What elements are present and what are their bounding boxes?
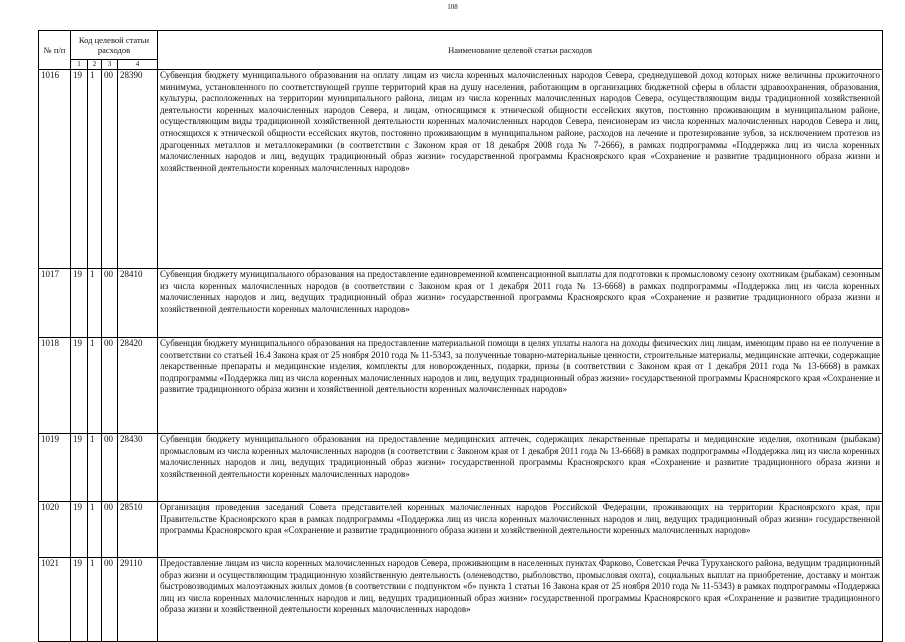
code-part-1: 19 xyxy=(71,558,88,642)
code-part-2: 1 xyxy=(88,502,102,558)
row-number: 1019 xyxy=(39,434,71,502)
header-name: Наименование целевой статьи расходов xyxy=(158,31,883,70)
header-code: Код целевой статьи расходов xyxy=(71,31,158,60)
subheader-cell: 3 xyxy=(102,60,118,70)
row-number: 1016 xyxy=(39,70,71,269)
code-part-3: 00 xyxy=(102,558,118,642)
code-part-3: 00 xyxy=(102,434,118,502)
page-number: 108 xyxy=(447,3,458,11)
table-row xyxy=(39,338,883,434)
code-part-4: 28410 xyxy=(118,269,158,338)
code-part-1: 19 xyxy=(71,269,88,338)
row-number: 1021 xyxy=(39,558,71,642)
code-part-4: 28430 xyxy=(118,434,158,502)
subheader-cell: 4 xyxy=(118,60,158,70)
code-part-3: 00 xyxy=(102,269,118,338)
table-row xyxy=(39,502,883,558)
row-number: 1017 xyxy=(39,269,71,338)
row-number: 1020 xyxy=(39,502,71,558)
code-part-3: 00 xyxy=(102,70,118,269)
code-part-1: 19 xyxy=(71,70,88,269)
code-part-1: 19 xyxy=(71,338,88,434)
code-part-2: 1 xyxy=(88,434,102,502)
table-row xyxy=(39,269,883,338)
header-num: № п/п xyxy=(39,31,71,70)
code-part-1: 19 xyxy=(71,434,88,502)
row-description: Субвенция бюджету муниципального образования на предоставление единовременной компенсационной выплаты для подготовки к промысловому сезону охотникам (рыбакам) сезонным из числа коренных малочисленных народов (в соответствии с Законом края от 1 декабря 2011 года № 13-6668) в рамках подпрограммы «Поддержка лиц из числа коренных малочисленных народов и лиц, ведущих традиционный образ жизни» государственной программы Красноярского края «Сохранение и развитие традиционного образа жизни и хозяйственной деятельности коренных малочисленных народов» xyxy=(158,269,883,338)
table-row xyxy=(39,434,883,502)
row-description: Субвенция бюджету муниципального образования на предоставление медицинских аптечек, содержащих лекарственные препараты и медицинские изделия, охотникам (рыбакам) промысловым из числа коренных малочисленных народов (в соответствии с Законом края от 1 декабря 2011 года № 13-6668) в рамках подпрограммы «Поддержка лиц из числа коренных малочисленных народов и лиц, ведущих традиционный образ жизни» государственной программы Красноярского края «Сохранение и развитие традиционного образа жизни и хозяйственной деятельности коренных малочисленных народов» xyxy=(158,434,883,502)
table-row xyxy=(39,558,883,642)
subheader-cell: 2 xyxy=(88,60,102,70)
code-part-3: 00 xyxy=(102,338,118,434)
code-part-2: 1 xyxy=(88,338,102,434)
code-part-2: 1 xyxy=(88,269,102,338)
code-part-4: 28420 xyxy=(118,338,158,434)
code-part-4: 28390 xyxy=(118,70,158,269)
row-description: Организация проведения заседаний Совета представителей коренных малочисленных народов Российской Федерации, проживающих на территории Красноярского края, при Правительстве Красноярского края в рамках подпрограммы «Поддержка лиц из числа коренных малочисленных народов и лиц, ведущих традиционный образ жизни» государственной программы Красноярского края «Сохранение и развитие традиционного образа жизни и хозяйственной деятельности коренных малочисленных народов» xyxy=(158,502,883,558)
code-part-1: 19 xyxy=(71,502,88,558)
subheader-cell: 1 xyxy=(71,60,88,70)
budget-table xyxy=(38,30,883,642)
code-part-3: 00 xyxy=(102,502,118,558)
code-part-4: 29110 xyxy=(118,558,158,642)
code-part-2: 1 xyxy=(88,70,102,269)
table-row xyxy=(39,70,883,269)
row-description: Предоставление лицам из числа коренных малочисленных народов Севера, проживающим в населенных пунктах Фарково, Советская Речка Туруханского района, ведущим традиционный образ жизни и осуществляющим традиционную хозяйственную деятельность (оленеводство, рыболовство, промысловая охота), социальных выплат на приобретение, доставку и монтаж быстровозводимых малоэтажных жилых домов (в соответствии с подпунктом «б» пункта 1 статьи 16 Закона края от 25 ноября 2010 года № 11-5343) в рамках подпрограммы «Поддержка лиц из числа коренных малочисленных народов и лиц, ведущих традиционный образ жизни» государственной программы Красноярского края «Сохранение и развитие традиционного образа жизни и хозяйственной деятельности коренных малочисленных народов» xyxy=(158,558,883,642)
code-part-2: 1 xyxy=(88,558,102,642)
row-description: Субвенция бюджету муниципального образования на предоставление материальной помощи в целях уплаты налога на доходы физических лиц лицам, имеющим право на ее получение в соответствии со статьей 16.4 Закона края от 25 ноября 2010 года № 11-5343, за полученные товарно-материальные ценности, строительные материалы, медицинские аптечки, содержащие лекарственные препараты и медицинские изделия, комплекты для новорожденных, подарки, призы (в соответствии с Законом края от 1 декабря 2011 года № 13-6668) в рамках подпрограммы «Поддержка лиц из числа коренных малочисленных народов и лиц, ведущих традиционный образ жизни» государственной программы Красноярского края «Сохранение и развитие традиционного образа жизни и хозяйственной деятельности коренных малочисленных народов» xyxy=(158,338,883,434)
row-description: Субвенция бюджету муниципального образования на оплату лицам из числа коренных малочисленных народов Севера, среднедушевой доход которых ниже величины прожиточного минимума, установленного по соответствующей группе территорий края на душу населения, работающим в организациях бюджетной сферы в области здравоохранения, образования, культуры, расположенных на территории муниципального района, лицам из числа коренных малочисленных народов Севера, осуществляющим виды традиционной хозяйственной деятельности коренных малочисленных народов Севера, и лицам, относящимся к этнической общности ессейских якутов, постоянно проживающим в муниципальном районе, осуществляющим виды традиционной хозяйственной деятельности коренных малочисленных народов Севера, пенсионерам из числа коренных малочисленных народов Севера и лиц, относящихся к этнической общности ессейских якутов, постоянно проживающим в муниципальном районе, расходов на лечение и протезирование зубов, за исключением протезов из драгоценных металлов и металлокерамики (в соответствии с Законом края от 18 декабря 2008 года № 7-2666), в рамках подпрограммы «Поддержка лиц из числа коренных малочисленных народов и лиц, ведущих традиционный образ жизни» государственной программы Красноярского края «Сохранение и развитие традиционного образа жизни и хозяйственной деятельности коренных малочисленных народов» xyxy=(158,70,883,269)
table-header-row xyxy=(39,31,883,60)
code-part-4: 28510 xyxy=(118,502,158,558)
row-number: 1018 xyxy=(39,338,71,434)
